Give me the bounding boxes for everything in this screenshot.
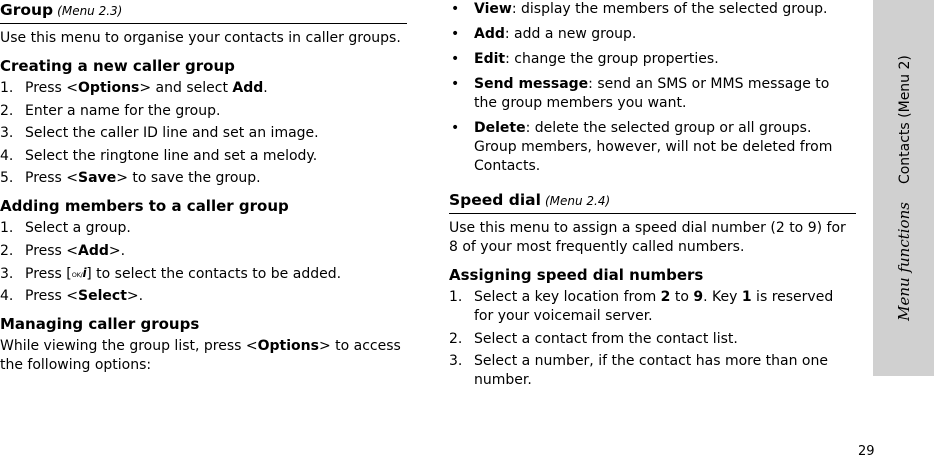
group-intro: Use this menu to organise your contacts in caller groups.	[0, 30, 401, 46]
list-item: 1. Select a key location from 2 to 9. Key 1 is reserved for your voicemail server.	[449, 289, 834, 324]
chapter-side-tab-label	[873, 0, 934, 376]
list-item: 2. Enter a name for the group.	[0, 102, 221, 119]
assigning-steps	[449, 288, 856, 390]
list-item: 3. Press [OK/i] to select the contacts to be added.	[0, 265, 342, 282]
left-column	[0, 0, 407, 375]
list-item: 2. Press <Add>.	[0, 242, 126, 259]
list-item: 3. Select the caller ID line and set an image.	[0, 125, 319, 142]
adding-steps	[0, 219, 407, 306]
heading-managing-groups: Managing caller groups	[0, 315, 200, 334]
heading-assigning-speed-dial: Assigning speed dial numbers	[449, 266, 704, 284]
list-item: • Send message: send an SMS or MMS message to the group members you want.	[451, 76, 830, 111]
creating-steps	[0, 79, 407, 188]
section-menu-number: (Menu 2.4)	[544, 194, 611, 208]
list-item: 1. Select a group.	[0, 220, 131, 237]
list-item: • Delete: delete the selected group or all groups. Group members, however, will not be deleted from Contacts.	[451, 120, 833, 174]
page-number: 29	[858, 444, 875, 459]
list-item: 1. Press <Options> and select Add.	[0, 80, 268, 96]
list-item: • View: display the members of the selected group.	[451, 1, 828, 17]
section-title-group: Group (Menu 2.3)	[0, 0, 407, 24]
options-list	[449, 0, 856, 176]
section-title-speed-dial: Speed dial (Menu 2.4)	[449, 190, 856, 214]
list-item: 4. Press <Select>.	[0, 288, 144, 305]
heading-adding-members: Adding members to a caller group	[0, 197, 289, 216]
speed-dial-intro: Use this menu to assign a speed dial number (2 to 9) for 8 of your most frequently called numbers.	[449, 220, 846, 255]
chapter-name: Menu functions	[894, 202, 913, 321]
section-name: Contacts (Menu 2)	[896, 55, 913, 185]
list-item: 2. Select a contact from the contact list.	[449, 330, 738, 347]
list-item: • Edit: change the group properties.	[451, 51, 719, 67]
list-item: • Add: add a new group.	[451, 26, 637, 42]
managing-intro: While viewing the group list, press <Options> to access the following options:	[0, 338, 401, 374]
list-item: 3. Select a number, if the contact has more than one number.	[449, 353, 828, 389]
list-item: 4. Select the ringtone line and set a melody.	[0, 147, 318, 164]
heading-creating-group: Creating a new caller group	[0, 57, 235, 75]
right-column	[449, 0, 856, 394]
section-menu-number: (Menu 2.3)	[57, 4, 123, 18]
ok-key-icon: OK/i	[71, 265, 87, 280]
list-item: 5. Press <Save> to save the group.	[0, 170, 261, 187]
